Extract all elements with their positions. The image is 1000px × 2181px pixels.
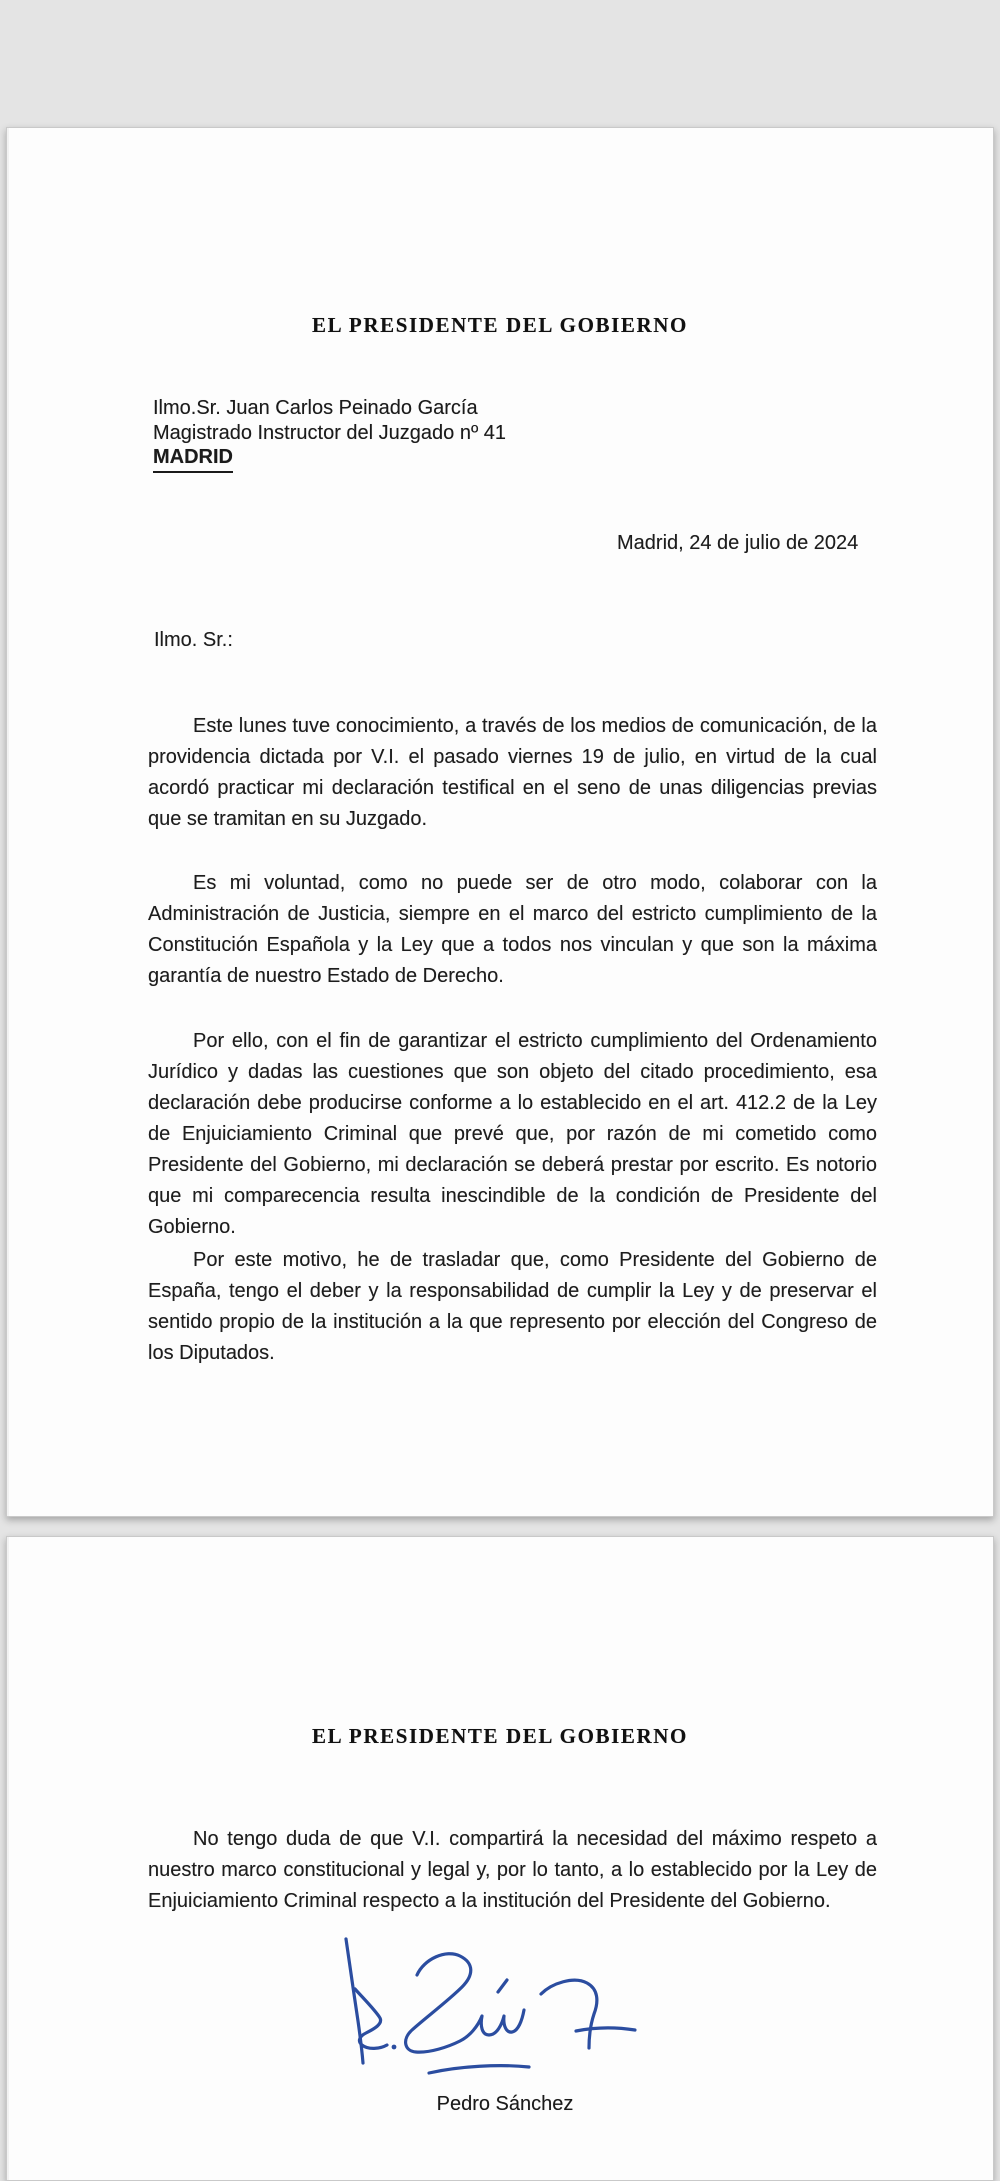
letter-page-2 [6,1536,994,2181]
addressee-city [153,445,506,473]
addressee-block [153,396,506,473]
letterhead-title: EL PRESIDENTE DEL GOBIERNO [312,313,688,337]
letter-page-1 [6,127,994,1517]
addressee-city-text: MADRID [153,445,233,473]
handwritten-signature-icon [340,1925,640,2085]
salutation: Ilmo. Sr.: [154,629,233,651]
body-paragraph: Es mi voluntad, como no puede ser de otro modo, colaborar con la Administración de Justicia, siempre en el marco del estricto cumplimiento de la Constitución Española y la Ley que a todos nos vinculan y que son la máxima garantía de nuestro Estado de Derecho. [148,872,877,987]
addressee-role: Magistrado Instructor del Juzgado nº 41 [153,421,507,444]
body-paragraph: Por este motivo, he de trasladar que, como Presidente del Gobierno de España, tengo el deber y la responsabilidad de cumplir la Ley y de preservar el sentido propio de la institución a la que represento por elección del Congreso de los Diputados. [148,1249,877,1364]
body-paragraph: No tengo duda de que V.I. compartirá la necesidad del máximo respeto a nuestro marco constitucional y legal y, por lo tanto, a lo establecido por la Ley de Enjuiciamiento Criminal respecto a la institución del Presidente del Gobierno. [148,1828,877,1912]
body-paragraph: Este lunes tuve conocimiento, a través de los medios de comunicación, de la providencia dictada por V.I. el pasado viernes 19 de julio, en virtud de la cual acordó practicar mi declaración testifical en el seno de unas diligencias previas que se tramitan en su Juzgado. [148,715,877,830]
addressee-name: Ilmo.Sr. Juan Carlos Peinado García [153,397,478,419]
date-line: Madrid, 24 de julio de 2024 [617,532,859,554]
signer-name: Pedro Sánchez [436,2093,574,2115]
letterhead-title: EL PRESIDENTE DEL GOBIERNO [312,1724,688,1748]
body-paragraph: Por ello, con el fin de garantizar el estricto cumplimiento del Ordenamiento Jurídico y dadas las cuestiones que son objeto del citado procedimiento, esa declaración debe producirse conforme a lo establecido en el art. 412.2 de la Ley de Enjuiciamiento Criminal que prevé que, por razón de mi cometido como Presidente del Gobierno, mi declaración se deberá prestar por escrito. Es notorio que mi comparecencia resulta inescindible de la condición de Presidente del Gobierno. [148,1030,877,1238]
